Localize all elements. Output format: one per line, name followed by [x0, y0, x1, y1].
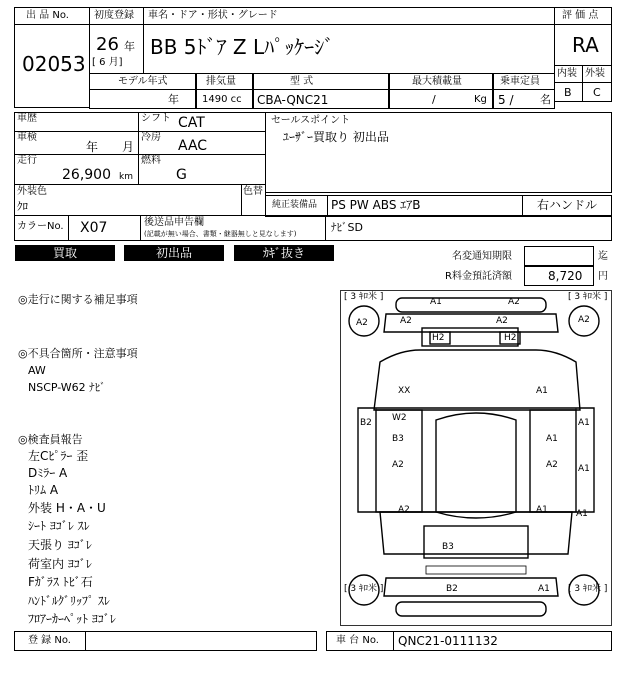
sales-point-label: セールスポイント [271, 115, 351, 126]
corner-tag-tr: [ 3 ｷﾛ米 ] [568, 292, 608, 302]
mark-handle-front: H2 [432, 333, 445, 343]
model-label: 型 式 [290, 76, 314, 87]
spec-divider-4 [492, 73, 494, 109]
inspection-year-unit: 年 [86, 140, 99, 154]
reg-year: 26 [96, 34, 119, 55]
shift-label: シフト [141, 113, 171, 124]
mark-hood-right: A1 [536, 386, 548, 396]
mark-left-door-rear: A2 [392, 460, 404, 470]
chassis-label: 車 台 No. [336, 635, 379, 646]
inspector-line-6: 天張り ﾖｺﾞﾚ [28, 538, 92, 552]
inspection-label: 車検 [17, 132, 37, 143]
mileage-label: 走行 [17, 155, 37, 166]
lot-number: 02053 [22, 52, 86, 76]
km-unit: km [119, 172, 133, 182]
yen-unit: 円 [598, 271, 608, 282]
documents-note: (記載が無い場合、書類・継器無しと見なします) [144, 230, 297, 238]
name-change-unit: 迄 [598, 251, 608, 262]
inspector-line-3: ﾄﾘﾑ A [28, 483, 59, 497]
score-label: 評 価 点 [562, 10, 599, 21]
first-reg-label: 初度登録 [94, 10, 134, 21]
mark-right-quarter: A1 [578, 464, 590, 474]
sales-point: ﾕｰｻﾞｰ買取り 初出品 [283, 130, 389, 144]
tag-first-listing: 初出品 [124, 245, 224, 261]
inspector-line-5: ｼｰﾄ ﾖｺﾞﾚ ｽﾚ [28, 519, 90, 533]
mark-right-side-rear: A1 [538, 584, 550, 594]
capacity: 5 / [498, 93, 514, 107]
exterior-color: ｸﾛ [17, 200, 28, 213]
inspector-heading: ◎検査員報告 [18, 433, 83, 446]
mark-right-door-rear: A2 [546, 460, 558, 470]
score: RA [572, 33, 599, 57]
capacity-label: 乗車定員 [500, 76, 540, 87]
color-change-label: 色替 [243, 186, 263, 197]
mark-rear-right: A1 [536, 505, 548, 515]
corner-tag-bl: [ 3 ｷﾛ米 ] [344, 584, 384, 594]
interior-grade: B [564, 86, 572, 99]
diagram-frame [341, 291, 612, 626]
exterior-color-cell [14, 184, 242, 216]
hood [374, 350, 580, 410]
displacement: 1490 cc [202, 94, 242, 105]
inspector-line-4: 外装 H・A・U [28, 501, 106, 515]
model-year-label: モデル年式 [118, 76, 168, 87]
mark-top-bumper-a1: A1 [430, 297, 442, 307]
bottom-bumper [396, 602, 546, 616]
inspector-line-1: 左Cﾋﾟﾗｰ 歪 [28, 449, 89, 463]
corner-tag-br: [ 3 ｷﾛ米 ] [568, 584, 608, 594]
recycle-label: R料金預託済額 [445, 271, 512, 282]
documents-label: 後送品申告欄 [144, 217, 204, 228]
right-side-body [384, 578, 558, 596]
max-load: / [432, 93, 436, 106]
mark-right-pillar: A1 [578, 418, 590, 428]
exterior-label: 外装 [585, 68, 605, 79]
person-unit: 名 [540, 93, 551, 106]
aircon: AAC [178, 138, 208, 154]
mark-right-side-front: B2 [446, 584, 458, 594]
spec-divider-2 [252, 73, 254, 109]
mark-front-left-wheel: A2 [356, 318, 368, 328]
defect-heading: ◎不具合箇所・注意事項 [18, 347, 138, 360]
reg-no-cell [85, 631, 317, 651]
mark-rear-left-wheel: A2 [578, 315, 590, 325]
defect-line-1: AW [28, 364, 46, 377]
navi: ﾅﾋﾞSD [331, 221, 363, 234]
fuel: G [176, 167, 187, 183]
mark-handle-rear: H2 [504, 333, 517, 343]
model-year-unit: 年 [168, 93, 179, 106]
fuel-label: 燃料 [141, 155, 161, 166]
corner-tag-tl: [ 3 ｷﾛ米 ] [344, 292, 384, 302]
name-label: 車名・ドア・形状・グレード [148, 10, 278, 21]
color-no-label: カラーNo. [17, 221, 64, 232]
steering: 右ハンドル [537, 198, 598, 212]
reg-no-label: 登 録 No. [28, 635, 71, 646]
inspector-line-2: Dﾐﾗｰ A [28, 466, 68, 480]
recycle-amount: 8,720 [548, 269, 583, 283]
inspector-line-8: Fｶﾞﾗｽ ﾄﾋﾞ石 [28, 575, 93, 589]
mark-windshield: W2 [392, 413, 407, 423]
mark-rear-left: A2 [398, 505, 410, 515]
mileage: 26,900 [62, 167, 111, 183]
spec-divider-3 [388, 73, 390, 109]
tag-key-removed: ｶｷﾞ抜き [234, 245, 334, 261]
inspector-line-7: 荷室内 ﾖｺﾞﾚ [28, 557, 92, 571]
inspector-line-10: ﾌﾛｱｰｶｰﾍﾟｯﾄ ﾖｺﾞﾚ [28, 612, 116, 626]
exterior-grade: C [593, 86, 601, 99]
reg-month: [ 6 月] [92, 57, 123, 68]
year-unit: 年 [124, 40, 135, 53]
model-code: CBA-QNC21 [257, 93, 329, 107]
inspector-line-9: ﾊﾝﾄﾞﾙｸﾞﾘｯﾌﾟ ｽﾚ [28, 594, 110, 608]
shift: CAT [178, 115, 205, 131]
aircon-label: 冷房 [141, 132, 161, 143]
car-name: BB 5ﾄﾞｱ Z Lﾊﾟｯｹｰｼﾞ [150, 35, 335, 59]
interior-label: 内装 [557, 68, 577, 79]
roof [436, 413, 516, 518]
spec-divider-1 [195, 73, 197, 109]
driving-heading: ◎走行に関する補足事項 [18, 293, 138, 306]
name-change-box [524, 246, 594, 266]
mark-rear-right-corner: A1 [576, 509, 588, 519]
navi-cell [325, 215, 612, 241]
exterior-color-label: 外装色 [17, 186, 47, 197]
equipment: PS PW ABS ｴｱB [331, 198, 421, 212]
rear-bumper-line [426, 566, 526, 574]
mark-tailgate: B3 [442, 542, 454, 552]
mark-left-side-rear: A2 [496, 316, 508, 326]
lot-label: 出 品 No. [26, 10, 69, 21]
mark-top-bumper-a2: A2 [508, 297, 520, 307]
mark-left-pillar: B2 [360, 418, 372, 428]
tailgate [424, 526, 528, 558]
mark-hood-left: XX [398, 386, 411, 396]
inspection-month-unit: 月 [122, 140, 135, 154]
mark-left-door-front: B3 [392, 434, 404, 444]
top-bumper [396, 298, 546, 312]
kg-unit: Kg [474, 94, 487, 105]
color-no: X07 [80, 220, 108, 236]
displacement-label: 排気量 [206, 76, 236, 87]
car-damage-diagram [340, 290, 612, 626]
tag-kaitori: 買取 [15, 245, 115, 261]
history-label: 車歴 [17, 113, 37, 124]
equipment-label: 純正装備品 [272, 200, 318, 210]
max-load-label: 最大積載量 [412, 76, 462, 87]
chassis-no: QNC21-0111132 [398, 634, 498, 648]
name-change-label: 名変通知期限 [452, 251, 512, 262]
mark-right-door-front: A1 [546, 434, 558, 444]
defect-line-2: NSCP-W62 ﾅﾋﾞ [28, 381, 106, 394]
mark-left-side-front: A2 [400, 316, 412, 326]
